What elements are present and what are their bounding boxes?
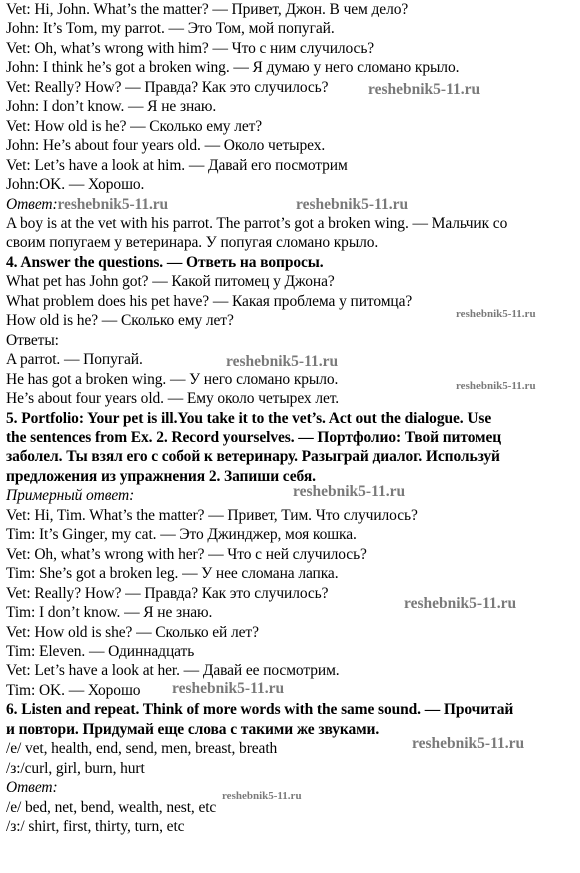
exercise-4-heading: 4. Answer the questions. — Ответь на вопросы. [6, 253, 324, 271]
exercise-5-heading: заболел. Ты взял его с собой к ветеринару. Разыграй диалог. Используй [6, 448, 500, 466]
answer-line: He has got a broken wing. — У него сломано крыло. [6, 370, 339, 388]
dialogue-line: Vet: Oh, what’s wrong with him? — Что с ним случилось? [6, 39, 375, 57]
watermark: reshebnik5-11.ru [404, 595, 517, 612]
dialogue-line: John: He’s about four years old. — Около четырех. [6, 137, 326, 155]
watermark: reshebnik5-11.ru [456, 308, 536, 320]
sample-answer-heading: Примерный ответ: [6, 487, 135, 505]
dialogue-line: Tim: Eleven. — Одиннадцать [6, 642, 195, 660]
dialogue-line: John: I don’t know. — Я не знаю. [6, 98, 217, 116]
dialogue-line: Vet: Really? How? — Правда? Как это случилось? [6, 584, 329, 602]
question-line: What problem does his pet have? — Какая проблема у питомца? [6, 292, 413, 310]
watermark: reshebnik5-11.ru [412, 735, 525, 752]
watermark: reshebnik5-11.ru [296, 196, 409, 213]
exercise-5-heading: предложения из упражнения 2. Запиши себя. [6, 467, 316, 485]
answer-heading [6, 195, 576, 214]
answer-line: A boy is at the vet with his parrot. The parrot’s got a broken wing. — Мальчик со [6, 214, 508, 232]
dialogue-line: Tim: I don’t know. — Я не знаю. [6, 604, 213, 622]
exercise-6-heading: 6. Listen and repeat. Think of more words with the same sound. — Прочитай [6, 701, 514, 719]
dialogue-line: Vet: Let’s have a look at her. — Давай ее посмотрим. [6, 662, 340, 680]
dialogue-line: Vet: How old is she? — Сколько ей лет? [6, 623, 259, 641]
watermark: reshebnik5-11.ru [172, 680, 285, 697]
watermark: reshebnik5-11.ru [226, 353, 339, 370]
phonetics-line: /з:/ shirt, first, thirty, turn, etc [6, 818, 185, 836]
exercise-5-heading: 5. Portfolio: Your pet is ill.You take it to the vet’s. Act out the dialogue. Use [6, 409, 492, 427]
answer-heading: Ответ: [6, 779, 58, 797]
dialogue-line: Tim: She’s got a broken leg. — У нее сломана лапка. [6, 565, 339, 583]
answer-line: своим попугаем у ветеринара. У попугая сломано крыло. [6, 234, 379, 252]
dialogue-line: Vet: Hi, Tim. What’s the matter? — Привет, Тим. Что случилось? [6, 506, 418, 524]
phonetics-line: /з:/curl, girl, burn, hurt [6, 759, 145, 777]
watermark: reshebnik5-11.ru [222, 790, 302, 802]
answer-line: He’s about four years old. — Ему около четырех лет. [6, 390, 340, 408]
dialogue-line: Tim: It’s Ginger, my cat. — Это Джинджер, моя кошка. [6, 526, 357, 544]
dialogue-line: Vet: Hi, John. What’s the matter? — Привет, Джон. В чем дело? [6, 1, 409, 18]
exercise-6-heading: и повтори. Придумай еще слова с такими же звуками. [6, 720, 380, 738]
dialogue-line: Vet: How old is he? — Сколько ему лет? [6, 117, 263, 135]
dialogue-line: John:OK. — Хорошо. [6, 176, 145, 194]
answer-label: Ответ: [6, 195, 58, 213]
answer-line: A parrot. — Попугай. [6, 351, 143, 369]
answers-heading: Ответы: [6, 331, 59, 349]
question-line: How old is he? — Сколько ему лет? [6, 312, 234, 330]
dialogue-line: Vet: Really? How? — Правда? Как это случилось? [6, 78, 329, 96]
dialogue-line: John: It’s Tom, my parrot. — Это Том, мой попугай. [6, 20, 335, 38]
dialogue-line: Tim: OK. — Хорошо [6, 681, 141, 699]
watermark: reshebnik5-11.ru [368, 81, 481, 98]
dialogue-line: Vet: Oh, what’s wrong with her? — Что с ней случилось? [6, 545, 367, 563]
exercise-5-heading: the sentences from Ex. 2. Record yourselves. — Портфолио: Твой питомец [6, 428, 502, 446]
watermark: reshebnik5-11.ru [456, 380, 536, 392]
dialogue-line: Vet: Let’s have a look at him. — Давай его посмотрим [6, 156, 348, 174]
watermark-inline: reshebnik5-11.ru [57, 195, 169, 213]
dialogue-line: John: I think he’s got a broken wing. — Я думаю у него сломано крыло. [6, 59, 460, 77]
question-line: What pet has John got? — Какой питомец у Джона? [6, 273, 335, 291]
phonetics-line: /e/ bed, net, bend, wealth, nest, etc [6, 798, 217, 816]
phonetics-line: /e/ vet, health, end, send, men, breast, breath [6, 740, 278, 758]
document-page [6, 0, 576, 836]
watermark: reshebnik5-11.ru [293, 483, 406, 500]
